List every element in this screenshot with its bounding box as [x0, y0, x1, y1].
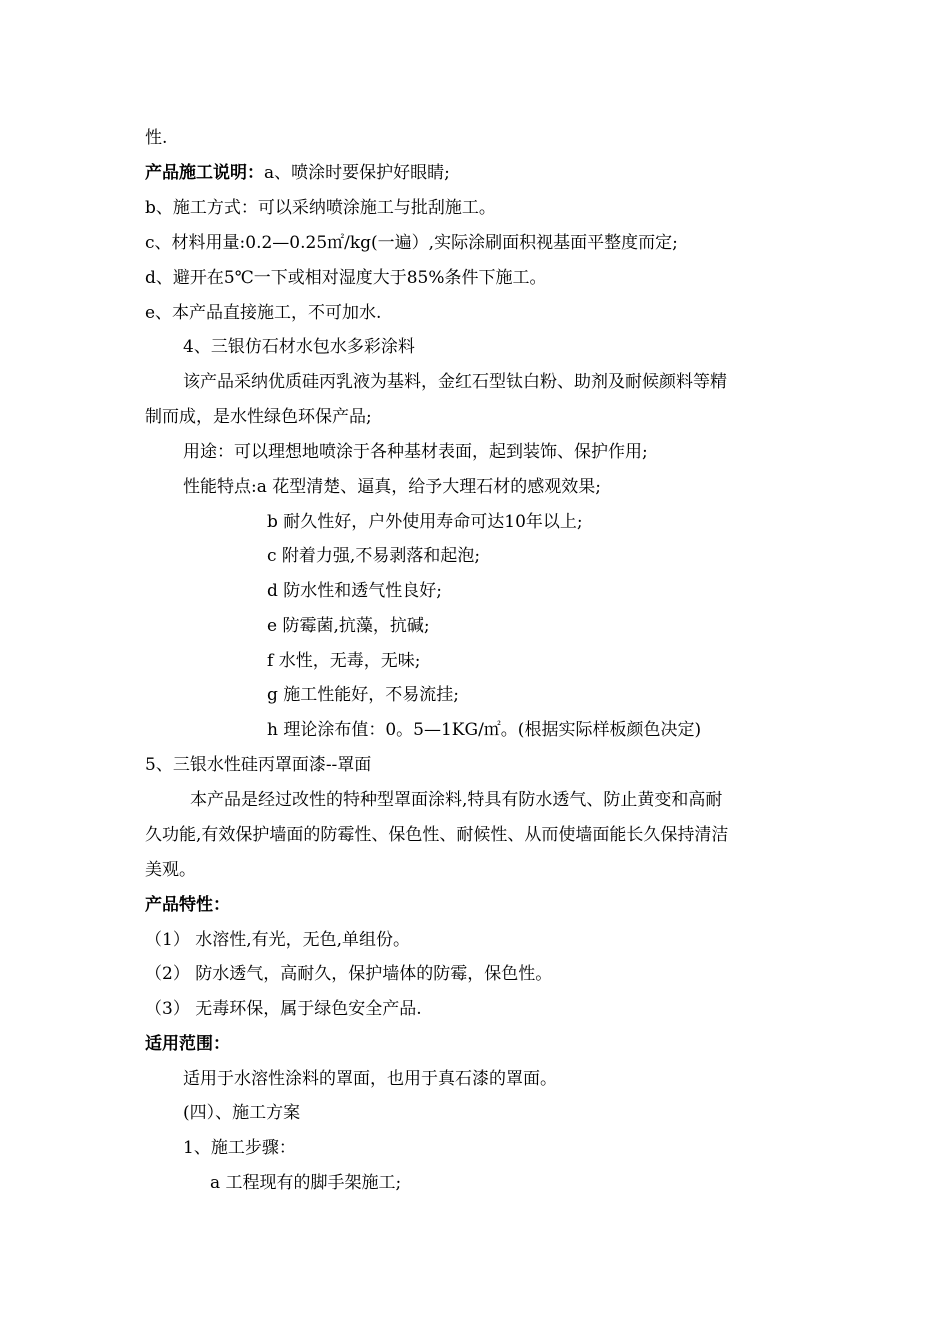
text-line: d、避开在5℃一下或相对湿度大于85%条件下施工。 [145, 268, 547, 288]
text-line: 性. [145, 128, 168, 148]
text-line: b、施工方式：可以采纳喷涂施工与批刮施工。 [145, 198, 496, 218]
text-line [145, 1033, 230, 1055]
text-line: c、材料用量:0.2—0.25㎡/kg(一遍）,实际涂刷面积视基面平整度而定; [145, 233, 678, 253]
text-line [145, 894, 230, 916]
list-item: f 水性，无毒，无味; [267, 651, 421, 671]
list-item: h 理论涂布值：0。5—1KG/㎡。(根据实际样板颜色决定) [267, 720, 702, 740]
list-item: c 附着力强,不易剥落和起泡; [267, 546, 481, 566]
list-item: （1） 水溶性,有光，无色,单组份。 [145, 930, 411, 950]
text-line: 产品施工说明：a、喷涂时要保护好眼睛; [145, 163, 450, 183]
text-line: 性能特点:a 花型清楚、逼真，给予大理石材的感观效果; [183, 477, 601, 497]
text-line: e、本产品直接施工，不可加水. [145, 303, 382, 323]
bold-heading: 适用范围： [145, 1034, 230, 1054]
list-item: e 防霉菌,抗藻，抗碱; [267, 616, 430, 636]
bold-heading: 产品施工说明： [145, 163, 264, 183]
list-item: （2） 防水透气，高耐久，保护墙体的防霉，保色性。 [145, 964, 553, 984]
text-line: 本产品是经过改性的特种型罩面涂料,特具有防水透气、防止黄变和高耐 [190, 790, 723, 810]
text-line: 制而成，是水性绿色环保产品; [145, 407, 372, 427]
text-line: 该产品采纳优质硅丙乳液为基料，金红石型钛白粉、助剂及耐候颜料等精 [183, 372, 727, 392]
list-item: b 耐久性好，户外使用寿命可达10年以上; [267, 512, 583, 532]
section-heading: 5、三银水性硅丙罩面漆--罩面 [145, 755, 372, 775]
section-heading: 4、三银仿石材水包水多彩涂料 [183, 337, 415, 357]
section-heading: (四）、施工方案 [183, 1103, 301, 1123]
list-item: a 工程现有的脚手架施工; [210, 1173, 402, 1193]
text-line: 久功能,有效保护墙面的防霉性、保色性、耐候性、从而使墙面能长久保持清洁 [145, 825, 729, 845]
text-line: 1、施工步骤： [183, 1138, 296, 1158]
text-line: 美观。 [145, 860, 196, 880]
list-item: d 防水性和透气性良好; [267, 581, 443, 601]
text-line: 用途：可以理想地喷涂于各种基材表面，起到装饰、保护作用; [183, 442, 648, 462]
list-item: g 施工性能好，不易流挂; [267, 685, 460, 705]
bold-heading: 产品特性： [145, 895, 230, 915]
text-line: 适用于水溶性涂料的罩面，也用于真石漆的罩面。 [183, 1069, 557, 1089]
list-item: （3） 无毒环保，属于绿色安全产品. [145, 999, 422, 1019]
